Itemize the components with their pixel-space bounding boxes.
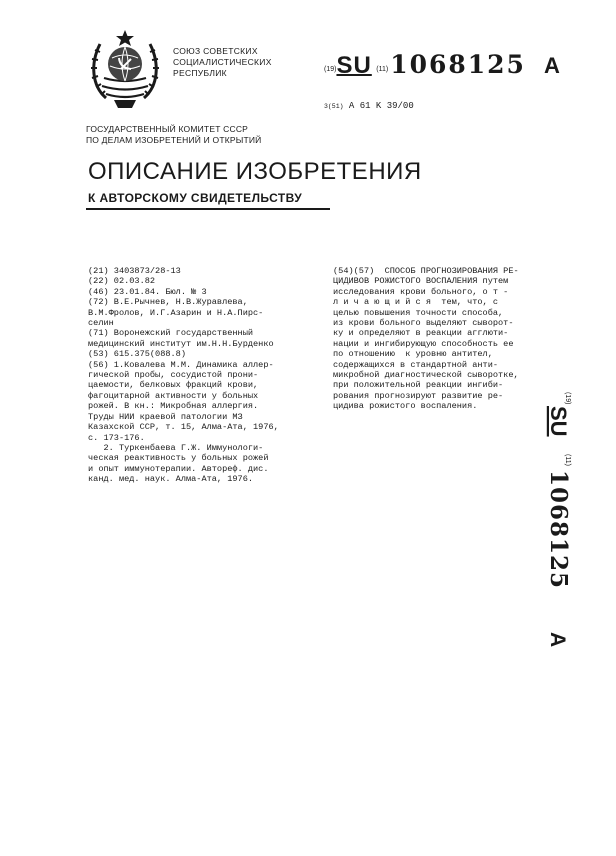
biblio-line: и опыт иммунотерапии. Автореф. дис. [88,463,269,474]
document-title: ОПИСАНИЕ ИЗОБРЕТЕНИЯ [88,158,422,185]
side-patent-number [545,392,575,662]
claim-line: микробной диагностической сыворотке, [333,370,519,381]
committee-line: ПО ДЕЛАМ ИЗОБРЕТЕНИЙ И ОТКРЫТИЙ [86,135,262,145]
claim-line: из крови больного выделяют сыворот- [333,318,514,329]
biblio-line: Казахской ССР, т. 15, Алма-Ата, 1976, [88,422,279,433]
ipc-classification [324,101,414,111]
claim-line: рования прогнозируют развитие ре- [333,390,504,401]
claim-line: целью повышения точности способа, [333,307,504,318]
patent-kind: A [543,53,560,78]
country-line: РЕСПУБЛИК [173,68,227,78]
invention-claim [333,266,519,412]
committee-line: ГОСУДАРСТВЕННЫЙ КОМИТЕТ СССР [86,124,249,134]
claim-line: ку и определяют в реакции агглюти- [333,328,509,339]
claim-line: л и ч а ю щ и й с я тем, что, с [333,297,499,308]
claim-line: по отношению к уровню антител, [333,349,493,360]
biblio-line: (72) В.Е.Рычнев, Н.В.Журавлева, [88,297,248,308]
biblio-line: селин [88,318,114,329]
bibliographic-data [88,266,279,485]
country-line: СОЦИАЛИСТИЧЕСКИХ [173,57,272,67]
side-kind: A [546,632,569,648]
biblio-line: канд. мед. наук. Алма-Ата, 1976. [88,474,254,485]
biblio-line: фагоцитарной активности у больных [88,390,259,401]
patent-number: 1068125 [390,50,526,79]
claim-line: нации и ингибирующую способность ее [333,338,514,349]
country-line: СОЮЗ СОВЕТСКИХ [173,46,258,56]
biblio-line: (21) 3403873/28-13 [88,266,181,276]
biblio-line: рожей. В кн.: Микробная аллергия. [88,401,259,412]
biblio-line: Труды НИИ краевой патологии МЗ [88,411,243,422]
country-code-label: (19) [324,66,337,73]
claim-line: (54)(57) СПОСОБ ПРОГНОЗИРОВАНИЯ РЕ- [333,266,519,276]
claim-line: содержащихся в стандартной анти- [333,359,499,370]
biblio-line: (53) 615.375(088.8) [88,349,186,360]
biblio-line: В.М.Фролов, И.Г.Азарин и Н.А.Пирс- [88,307,264,318]
biblio-line: гической пробы, сосудистой прони- [88,370,259,381]
side-code-label: (19) [564,392,571,405]
document-subtitle: К АВТОРСКОМУ СВИДЕТЕЛЬСТВУ [88,191,303,205]
biblio-line: (71) Воронежский государственный [88,328,254,339]
claim-line: ЦИДИВОВ РОЖИСТОГО ВОСПАЛЕНИЯ путем [333,276,509,287]
country-name [173,46,272,79]
side-patent-number-text: 1068125 [545,470,572,590]
country-code: SU [336,52,372,79]
ussr-emblem-icon [86,28,164,110]
claim-line: при положительной реакции ингиби- [333,380,504,391]
patent-number-block [324,50,560,80]
committee-name [86,124,262,146]
biblio-line: (56) 1.Ковалева М.М. Динамика аллер- [88,359,274,370]
ipc-label: 3(51) [324,103,344,110]
patent-number-label: (11) [376,66,389,73]
biblio-line: (22) 02.03.82 [88,276,156,287]
side-number-label: (11) [564,454,571,466]
title-divider [86,208,330,210]
claim-line: исследования крови больного, о т - [333,286,509,297]
biblio-line: цаемости, белковых фракций крови, [88,380,259,391]
side-country-code: SU [546,406,571,437]
biblio-line: с. 173-176. [88,432,145,443]
biblio-line: медицинский институт им.Н.Н.Бурденко [88,338,274,349]
biblio-line: (46) 23.01.84. Бюл. № 3 [88,286,207,297]
biblio-line: ческая реактивность у больных рожей [88,453,269,464]
biblio-line: 2. Туркенбаева Г.Ж. Иммунологи- [88,442,264,453]
claim-line: цидива рожистого воспаления. [333,401,478,412]
ipc-code: A 61 K 39/00 [348,101,414,111]
